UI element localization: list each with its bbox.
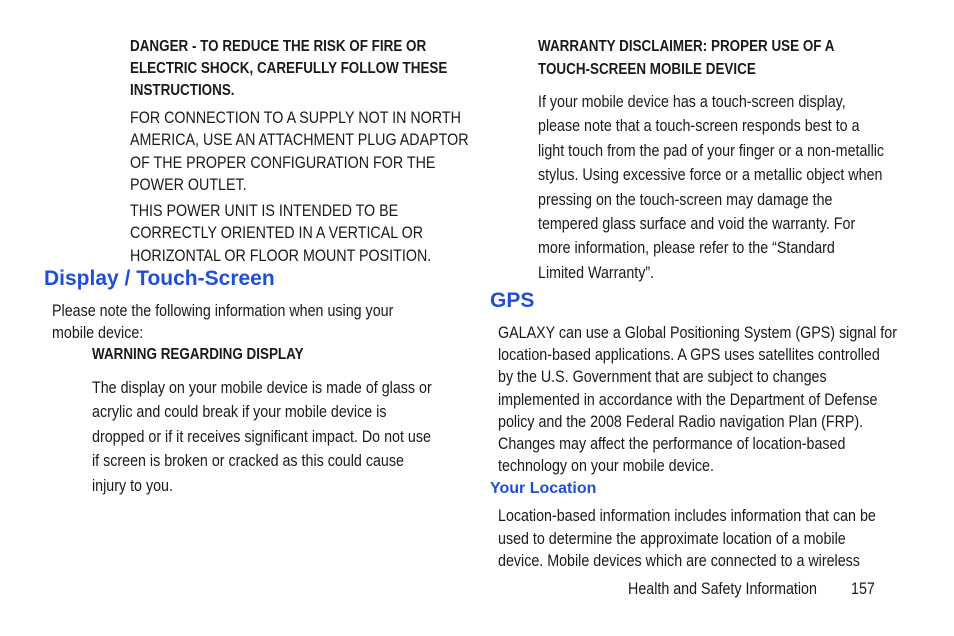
warranty-line: light touch from the pad of your finger or a non-metallic — [538, 140, 885, 160]
section-title-display: Display / Touch-Screen — [44, 267, 275, 290]
warranty-line: If your mobile device has a touch-screen display, — [538, 92, 846, 111]
location-paragraph — [498, 505, 876, 573]
warning-line: dropped or if it receives significant impact. Do not use — [92, 426, 431, 446]
warning-line: acrylic and could break if your mobile device is — [92, 402, 387, 422]
location-line: device. Mobile devices which are connected to a wireless — [498, 551, 860, 570]
section-title-gps: GPS — [490, 289, 535, 312]
subsection-title-your-location: Your Location — [490, 480, 597, 497]
intro-line: Please note the following information when using your — [52, 301, 394, 320]
gps-line: by the U.S. Government that are subject to changes — [498, 367, 827, 387]
warning-line: injury to you. — [92, 475, 173, 495]
location-line: used to determine the approximate location of a mobile — [498, 528, 846, 548]
warranty-paragraph — [538, 90, 884, 285]
orientation-line: HORIZONTAL OR FLOOR MOUNT POSITION. — [130, 245, 432, 265]
gps-line: implemented in accordance with the Department of Defense — [498, 389, 878, 409]
orientation-line: CORRECTLY ORIENTED IN A VERTICAL OR — [130, 223, 424, 243]
connection-line: OF THE PROPER CONFIGURATION FOR THE — [130, 152, 436, 172]
location-line: Location-based information includes information that can be — [498, 506, 876, 525]
gps-line: Changes may affect the performance of location-based — [498, 434, 846, 454]
warning-line: if screen is broken or cracked as this could cause — [92, 451, 404, 471]
warranty-line: Limited Warranty”. — [538, 262, 655, 282]
warranty-line: stylus. Using excessive force or a metallic object when — [538, 165, 883, 185]
orientation-paragraph — [130, 200, 431, 267]
gps-line: policy and the 2008 Federal Radio navigation Plan (FRP). — [498, 411, 864, 431]
warranty-line: please note that a touch-screen responds best to a — [538, 116, 860, 136]
connection-line: POWER OUTLET. — [130, 174, 247, 194]
gps-line: technology on your mobile device. — [498, 456, 714, 476]
danger-heading-line: ELECTRIC SHOCK, CAREFULLY FOLLOW THESE — [130, 60, 448, 77]
gps-line: GALAXY can use a Global Positioning System (GPS) signal for — [498, 323, 897, 342]
gps-paragraph — [498, 322, 897, 477]
warranty-line: more information, please refer to the “Standard — [538, 238, 835, 258]
warning-paragraph — [92, 376, 432, 498]
warranty-heading — [538, 36, 834, 81]
danger-heading-line: DANGER - TO REDUCE THE RISK OF FIRE OR — [130, 38, 427, 55]
warranty-heading-line: WARRANTY DISCLAIMER: PROPER USE OF A — [538, 38, 835, 55]
danger-heading-line: INSTRUCTIONS. — [130, 82, 235, 99]
warranty-line: pressing on the touch-screen may damage the — [538, 189, 833, 209]
warranty-heading-line: TOUCH-SCREEN MOBILE DEVICE — [538, 60, 756, 78]
danger-heading — [130, 36, 447, 102]
intro-paragraph — [52, 300, 393, 345]
gps-line: location-based applications. A GPS uses satellites controlled — [498, 345, 880, 365]
intro-line: mobile device: — [52, 323, 144, 343]
connection-line: AMERICA, USE AN ATTACHMENT PLUG ADAPTOR — [130, 130, 469, 150]
page-number: 157 — [851, 579, 875, 598]
footer-section-name: Health and Safety Information — [628, 579, 817, 598]
connection-line: FOR CONNECTION TO A SUPPLY NOT IN NORTH — [130, 108, 461, 127]
connection-paragraph — [130, 107, 469, 196]
warranty-line: tempered glass surface and void the warranty. For — [538, 214, 856, 234]
orientation-line: THIS POWER UNIT IS INTENDED TO BE — [130, 201, 399, 220]
warning-heading: WARNING REGARDING DISPLAY — [92, 346, 304, 363]
warning-line: The display on your mobile device is made of glass or — [92, 378, 432, 397]
